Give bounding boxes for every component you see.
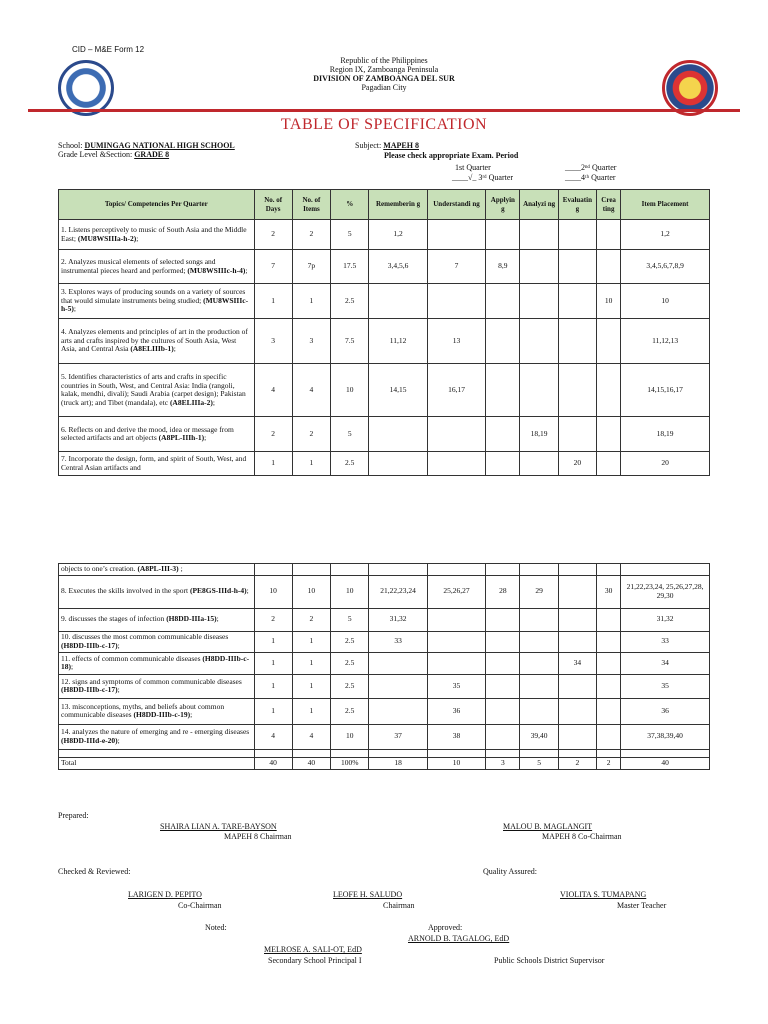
table-cell: 37 bbox=[369, 724, 427, 749]
table-cell bbox=[597, 364, 621, 417]
competency-cell: 5. Identifies characteristics of arts and crafts in specific countries in South, West, and Central Asia: India (rangoli, kalak, mendhi, divali); Saudi Arabia (carpet design); Pakistan (truck art); and Tibet (mandala), etc (A8ELIIIa-2); bbox=[59, 364, 255, 417]
table-cell: 20 bbox=[558, 452, 596, 476]
table-cell bbox=[597, 452, 621, 476]
spacer-cell bbox=[621, 749, 710, 757]
table-cell: 4 bbox=[292, 724, 330, 749]
spacer-cell bbox=[369, 749, 427, 757]
spacer-cell bbox=[254, 749, 292, 757]
table-cell bbox=[486, 417, 520, 452]
school-label: School: bbox=[58, 141, 83, 150]
table-cell: 7 bbox=[254, 250, 292, 284]
table-cell bbox=[486, 564, 520, 576]
table-cell: 16,17 bbox=[427, 364, 485, 417]
table-cell bbox=[486, 631, 520, 652]
table-cell bbox=[427, 417, 485, 452]
total-cell: 40 bbox=[254, 757, 292, 769]
table-cell bbox=[427, 564, 485, 576]
approved-label: Approved: bbox=[428, 923, 463, 932]
table-row bbox=[59, 631, 710, 652]
table-cell: 36 bbox=[621, 698, 710, 724]
table-cell: 7p bbox=[292, 250, 330, 284]
school-value: DUMINGAG NATIONAL HIGH SCHOOL bbox=[84, 141, 235, 150]
table-cell bbox=[558, 417, 596, 452]
tos-table-bottom bbox=[58, 563, 710, 770]
column-header: Rememberin g bbox=[369, 190, 427, 220]
table-cell bbox=[558, 575, 596, 608]
total-cell: 5 bbox=[520, 757, 558, 769]
table-cell: 8,9 bbox=[486, 250, 520, 284]
header-rule bbox=[28, 109, 740, 112]
table-cell: 3,4,5,6 bbox=[369, 250, 427, 284]
table-cell: 14,15 bbox=[369, 364, 427, 417]
table-cell: 10 bbox=[292, 575, 330, 608]
prepared-name-2: MALOU B. MAGLANGIT bbox=[503, 822, 593, 831]
table-cell: 18,19 bbox=[621, 417, 710, 452]
table-cell bbox=[427, 608, 485, 631]
table-cell: 4 bbox=[292, 364, 330, 417]
table-header-row bbox=[59, 190, 710, 220]
column-header: Item Placement bbox=[621, 190, 710, 220]
table-cell bbox=[597, 698, 621, 724]
table-row bbox=[59, 674, 710, 698]
division-seal-icon bbox=[662, 60, 718, 116]
checked-role-3: Master Teacher bbox=[617, 901, 667, 910]
grade-line bbox=[58, 150, 169, 159]
table-cell: 10 bbox=[331, 575, 369, 608]
table-cell: 2.5 bbox=[331, 674, 369, 698]
table-row bbox=[59, 564, 710, 576]
competency-cell: 6. Reflects on and derive the mood, idea or message from selected artifacts and art objects (A8PL-IIIh-1); bbox=[59, 417, 255, 452]
subject-value: MAPEH 8 bbox=[383, 141, 419, 150]
competency-cell: 11. effects of common communicable diseases (H8DD-IIIb-c-18); bbox=[59, 652, 255, 674]
table-cell bbox=[369, 652, 427, 674]
table-cell: 39,40 bbox=[520, 724, 558, 749]
table-cell bbox=[486, 284, 520, 319]
table-cell bbox=[520, 631, 558, 652]
table-cell bbox=[558, 250, 596, 284]
table-cell bbox=[486, 674, 520, 698]
table-cell: 1 bbox=[292, 674, 330, 698]
table-cell bbox=[597, 631, 621, 652]
checked-label: Checked & Reviewed: bbox=[58, 867, 131, 876]
table-cell: 2 bbox=[254, 220, 292, 250]
table-cell: 1,2 bbox=[369, 220, 427, 250]
table-cell: 3 bbox=[292, 319, 330, 364]
total-cell: 40 bbox=[621, 757, 710, 769]
table-cell bbox=[292, 564, 330, 576]
competency-cell: objects to one’s creation. (A8PL-III-3) ; bbox=[59, 564, 255, 576]
total-cell: 3 bbox=[486, 757, 520, 769]
total-cell: 2 bbox=[558, 757, 596, 769]
header-line3: DIVISION OF ZAMBOANGA DEL SUR bbox=[313, 74, 455, 83]
total-cell: 2 bbox=[597, 757, 621, 769]
form-code: CID – M&E Form 12 bbox=[72, 45, 145, 54]
table-cell bbox=[427, 284, 485, 319]
table-cell bbox=[558, 220, 596, 250]
letterhead bbox=[200, 56, 568, 92]
table-cell: 1 bbox=[292, 631, 330, 652]
table-cell: 3,4,5,6,7,8,9 bbox=[621, 250, 710, 284]
table-cell bbox=[597, 319, 621, 364]
page-title: TABLE OF SPECIFICATION bbox=[280, 116, 488, 133]
table-row bbox=[59, 250, 710, 284]
table-cell bbox=[558, 319, 596, 364]
prepared-role-2: MAPEH 8 Co-Chairman bbox=[542, 832, 622, 841]
competency-cell: 3. Explores ways of producing sounds on a variety of sources that would simulate instruments being studied; (MU8WSIIIc-h-5); bbox=[59, 284, 255, 319]
table-cell bbox=[558, 364, 596, 417]
table-cell: 1 bbox=[292, 284, 330, 319]
table-cell bbox=[369, 417, 427, 452]
checked-role-1: Co-Chairman bbox=[178, 901, 222, 910]
table-cell: 29 bbox=[520, 575, 558, 608]
table-row bbox=[59, 284, 710, 319]
column-header: % bbox=[331, 190, 369, 220]
checked-name-3: VIOLITA S. TUMAPANG bbox=[560, 890, 647, 899]
table-cell bbox=[520, 319, 558, 364]
prepared-role-1: MAPEH 8 Chairman bbox=[224, 832, 292, 841]
header-line4: Pagadian City bbox=[361, 83, 407, 92]
noted-label: Noted: bbox=[205, 923, 227, 932]
table-cell: 2.5 bbox=[331, 631, 369, 652]
table-cell bbox=[597, 674, 621, 698]
table-cell: 10 bbox=[597, 284, 621, 319]
total-cell: 18 bbox=[369, 757, 427, 769]
competency-cell: 14. analyzes the nature of emerging and re - emerging diseases (H8DD-IIId-e-20); bbox=[59, 724, 255, 749]
quarter-3: ____√_ 3ʳᵈ Quarter bbox=[452, 173, 514, 182]
table-row bbox=[59, 319, 710, 364]
table-row bbox=[59, 417, 710, 452]
table-cell: 1 bbox=[254, 452, 292, 476]
table-cell: 2.5 bbox=[331, 652, 369, 674]
table-cell: 5 bbox=[331, 220, 369, 250]
total-cell: 100% bbox=[331, 757, 369, 769]
table-cell: 5 bbox=[331, 417, 369, 452]
table-cell bbox=[254, 564, 292, 576]
table-cell: 2 bbox=[292, 417, 330, 452]
table-cell bbox=[486, 698, 520, 724]
table-cell: 2.5 bbox=[331, 452, 369, 476]
column-header: Analyzi ng bbox=[520, 190, 558, 220]
table-cell bbox=[558, 564, 596, 576]
table-cell: 10 bbox=[331, 724, 369, 749]
table-cell bbox=[369, 698, 427, 724]
table-cell bbox=[597, 724, 621, 749]
quarter-2: ____2ⁿᵈ Quarter bbox=[565, 163, 617, 172]
table-cell: 2 bbox=[292, 608, 330, 631]
competency-cell: 13. misconceptions, myths, and beliefs about common communicable diseases (H8DD-IIIb-c-19); bbox=[59, 698, 255, 724]
table-cell bbox=[520, 220, 558, 250]
table-cell: 1 bbox=[292, 652, 330, 674]
total-row bbox=[59, 757, 710, 769]
table-cell bbox=[331, 564, 369, 576]
deped-seal-icon bbox=[58, 60, 114, 116]
table-cell: 31,32 bbox=[369, 608, 427, 631]
table-cell bbox=[520, 564, 558, 576]
competency-cell: 10. discusses the most common communicable diseases (H8DD-IIIb-c-17); bbox=[59, 631, 255, 652]
column-header: Evaluatin g bbox=[558, 190, 596, 220]
table-cell: 34 bbox=[558, 652, 596, 674]
table-cell bbox=[597, 564, 621, 576]
table-cell bbox=[520, 364, 558, 417]
table-cell: 17.5 bbox=[331, 250, 369, 284]
table-cell: 30 bbox=[597, 575, 621, 608]
table-cell: 35 bbox=[427, 674, 485, 698]
competency-cell: 9. discusses the stages of infection (H8DD-IIIa-15); bbox=[59, 608, 255, 631]
approved-name: ARNOLD B. TAGALOG, EdD bbox=[408, 934, 510, 943]
table-cell bbox=[597, 608, 621, 631]
table-row bbox=[59, 575, 710, 608]
table-cell bbox=[597, 250, 621, 284]
table-row bbox=[59, 652, 710, 674]
table-row bbox=[59, 364, 710, 417]
table-cell bbox=[486, 319, 520, 364]
table-cell: 20 bbox=[621, 452, 710, 476]
table-cell: 10 bbox=[621, 284, 710, 319]
table-cell: 7.5 bbox=[331, 319, 369, 364]
spacer-cell bbox=[331, 749, 369, 757]
table-cell: 18,19 bbox=[520, 417, 558, 452]
quarter-1: 1st Quarter bbox=[455, 163, 491, 172]
table-cell bbox=[486, 652, 520, 674]
column-header: Topics/ Competencies Per Quarter bbox=[59, 190, 255, 220]
table-row bbox=[59, 220, 710, 250]
table-cell bbox=[597, 652, 621, 674]
approved-role: Public Schools District Supervisor bbox=[494, 956, 605, 965]
noted-name: MELROSE A. SALI-OT, EdD bbox=[264, 945, 362, 954]
table-cell: 2.5 bbox=[331, 698, 369, 724]
table-cell bbox=[520, 698, 558, 724]
table-cell: 35 bbox=[621, 674, 710, 698]
table-cell: 25,26,27 bbox=[427, 575, 485, 608]
period-instruction: Please check appropriate Exam. Period bbox=[384, 151, 519, 160]
table-cell bbox=[597, 220, 621, 250]
checked-name-1: LARIGEN D. PEPITO bbox=[128, 890, 202, 899]
table-cell bbox=[520, 452, 558, 476]
spacer-cell bbox=[520, 749, 558, 757]
table-cell: 1 bbox=[254, 284, 292, 319]
column-header: No. of Items bbox=[292, 190, 330, 220]
checked-name-2: LEOFE H. SALUDO bbox=[333, 890, 403, 899]
spacer-cell bbox=[292, 749, 330, 757]
table-cell: 11,12 bbox=[369, 319, 427, 364]
table-cell bbox=[486, 724, 520, 749]
table-cell: 1 bbox=[292, 452, 330, 476]
table-cell bbox=[520, 652, 558, 674]
table-cell: 2 bbox=[292, 220, 330, 250]
table-cell bbox=[486, 452, 520, 476]
table-cell: 1 bbox=[254, 631, 292, 652]
table-cell bbox=[427, 220, 485, 250]
table-cell: 1 bbox=[292, 698, 330, 724]
competency-cell: 2. Analyzes musical elements of selected songs and instrumental pieces heard and performed; (MU8WSIIIc-h-4); bbox=[59, 250, 255, 284]
table-cell bbox=[486, 608, 520, 631]
table-cell: 7 bbox=[427, 250, 485, 284]
total-cell: 10 bbox=[427, 757, 485, 769]
grade-value: GRADE 8 bbox=[134, 150, 170, 159]
competency-cell: 8. Executes the skills involved in the sport (PE8GS-IIId-h-4); bbox=[59, 575, 255, 608]
prepared-label: Prepared: bbox=[58, 811, 89, 820]
table-cell bbox=[520, 284, 558, 319]
table-cell bbox=[369, 674, 427, 698]
table-cell bbox=[369, 452, 427, 476]
competency-cell: 4. Analyzes elements and principles of art in the production of arts and crafts inspired by the cultures of South Asia, West Asia, and Central Asia (A8ELIIIb-1); bbox=[59, 319, 255, 364]
total-label: Total bbox=[59, 757, 255, 769]
prepared-name-1: SHAIRA LIAN A. TARE-BAYSON bbox=[160, 822, 277, 831]
column-header: Understandi ng bbox=[427, 190, 485, 220]
grade-label: Grade Level &Section: bbox=[58, 150, 133, 159]
table-cell bbox=[520, 608, 558, 631]
table-cell: 2 bbox=[254, 608, 292, 631]
spacer-cell bbox=[597, 749, 621, 757]
table-cell bbox=[369, 564, 427, 576]
table-cell: 5 bbox=[331, 608, 369, 631]
column-header: Applyin g bbox=[486, 190, 520, 220]
competency-cell: 7. Incorporate the design, form, and spirit of South, West, and Central Asian artifacts and bbox=[59, 452, 255, 476]
spacer-cell bbox=[486, 749, 520, 757]
table-cell bbox=[486, 364, 520, 417]
table-cell: 10 bbox=[331, 364, 369, 417]
table-cell: 2 bbox=[254, 417, 292, 452]
table-row bbox=[59, 608, 710, 631]
table-cell: 31,32 bbox=[621, 608, 710, 631]
table-cell: 34 bbox=[621, 652, 710, 674]
table-cell bbox=[558, 608, 596, 631]
table-cell: 13 bbox=[427, 319, 485, 364]
header-line2: Region IX, Zamboanga Peninsula bbox=[329, 65, 439, 74]
quarter-4: ____4ᵗʰ Quarter bbox=[565, 173, 616, 182]
table-cell bbox=[427, 452, 485, 476]
competency-cell: 12. signs and symptoms of common communicable diseases (H8DD-IIIb-c-17); bbox=[59, 674, 255, 698]
tos-table-top bbox=[58, 189, 710, 476]
school-line bbox=[58, 141, 235, 150]
spacer-cell bbox=[59, 749, 255, 757]
competency-cell: 1. Listens perceptively to music of South Asia and the Middle East; (MU8WSIIIa-h-2); bbox=[59, 220, 255, 250]
table-cell: 1 bbox=[254, 652, 292, 674]
table-cell: 36 bbox=[427, 698, 485, 724]
column-header: No. of Days bbox=[254, 190, 292, 220]
table-cell bbox=[558, 674, 596, 698]
spacer-cell bbox=[558, 749, 596, 757]
table-cell bbox=[558, 284, 596, 319]
table-cell bbox=[558, 724, 596, 749]
table-cell bbox=[427, 631, 485, 652]
table-cell: 38 bbox=[427, 724, 485, 749]
column-header: Crea ting bbox=[597, 190, 621, 220]
table-row bbox=[59, 724, 710, 749]
table-cell bbox=[486, 220, 520, 250]
table-cell: 28 bbox=[486, 575, 520, 608]
table-cell: 37,38,39,40 bbox=[621, 724, 710, 749]
table-cell: 3 bbox=[254, 319, 292, 364]
table-cell: 2.5 bbox=[331, 284, 369, 319]
table-cell: 14,15,16,17 bbox=[621, 364, 710, 417]
table-cell: 21,22,23,24 bbox=[369, 575, 427, 608]
table-cell bbox=[597, 417, 621, 452]
table-row bbox=[59, 452, 710, 476]
table-cell bbox=[621, 564, 710, 576]
table-cell: 1 bbox=[254, 698, 292, 724]
table-cell: 21,22,23,24, 25,26,27,28, 29,30 bbox=[621, 575, 710, 608]
table-cell: 4 bbox=[254, 364, 292, 417]
checked-role-2: Chairman bbox=[383, 901, 415, 910]
total-cell: 40 bbox=[292, 757, 330, 769]
table-cell: 1,2 bbox=[621, 220, 710, 250]
quality-label: Quality Assured: bbox=[483, 867, 537, 876]
table-cell bbox=[369, 284, 427, 319]
table-cell: 11,12,13 bbox=[621, 319, 710, 364]
table-cell bbox=[520, 674, 558, 698]
table-cell: 4 bbox=[254, 724, 292, 749]
table-cell: 1 bbox=[254, 674, 292, 698]
table-cell bbox=[520, 250, 558, 284]
header-line1: Republic of the Philippines bbox=[340, 56, 428, 65]
table-cell bbox=[558, 698, 596, 724]
table-cell: 33 bbox=[621, 631, 710, 652]
subject-label: Subject: bbox=[355, 141, 382, 150]
spacer-cell bbox=[427, 749, 485, 757]
noted-role: Secondary School Principal I bbox=[268, 956, 362, 965]
table-cell: 10 bbox=[254, 575, 292, 608]
table-row bbox=[59, 698, 710, 724]
table-cell bbox=[558, 631, 596, 652]
spacer-row bbox=[59, 749, 710, 757]
table-cell: 33 bbox=[369, 631, 427, 652]
subject-line bbox=[355, 141, 419, 150]
table-cell bbox=[427, 652, 485, 674]
